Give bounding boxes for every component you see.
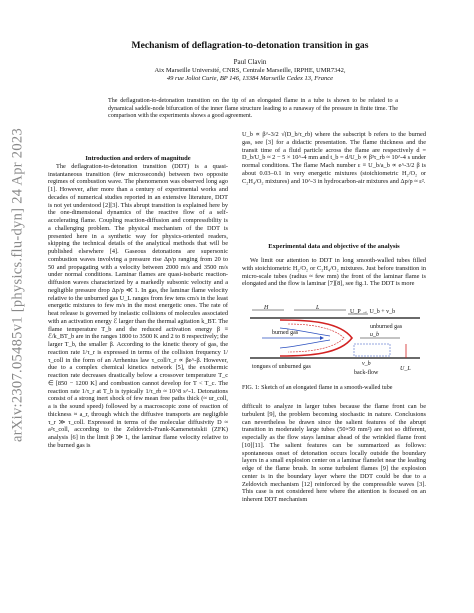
label-UL: U_L — [400, 366, 411, 372]
right-column-bottom — [242, 403, 426, 504]
label-vb: v_b — [362, 361, 371, 367]
label-tongues: tongues of unburned gas — [252, 364, 311, 370]
affiliation-line: Aix Marseille Université, CNRS, Centrale Marseille, IRPHE, UMR7342, — [154, 67, 346, 74]
affiliation — [40, 67, 460, 83]
label-unburned-gas-top: unburned gas — [370, 324, 403, 330]
body-paragraph: difficult to analyze in larger tubes because the flame front can be turbulent [9], the problem becoming stochastic in nature. Conclusions can nevertheless be drawn since the salient features of the abrupt transition in moderately large tubes (50×50 mm²) are not so different, especially as the flow stays laminar ahead of the wrinkled flame front [10][11]. The salient features can be summarized as follows: spontaneous onset of detonation occurs locally outside the boundary layers in a small explosion center on a laminar flamelet near the leading edge of the flame brush. In some turbulent flames [9] the explosion center is in the boundary layer where the DDT could be due to a Zeldovich mechanism [12] reinforced by the compressible waves [3]. This case is not considered here where the attention is focused on an inherent DDT mechanism — [242, 403, 426, 503]
label-burned-gas: burned gas — [272, 330, 299, 336]
left-column — [48, 155, 228, 450]
figure-elongated-flame — [250, 304, 420, 380]
label-L: L — [316, 305, 320, 311]
section-heading-introduction: Introduction and orders of magnitude — [85, 155, 191, 162]
label-H: H — [264, 305, 269, 311]
arrow-head — [320, 336, 324, 340]
abstract: The deflagration-to-detonation transition on the tip of an elongated flame in a tube is shown to be related to a dynamical saddle-node bifurcation of the inner flame structure leading to a runaway of the pressure in finite time. The comparison with the experiments shows a good agreement. — [108, 98, 398, 120]
body-paragraph: We limit our attention to DDT in long smooth-walled tubes filled with stoichiometric H₂/O₂ or C₂H₄/O₂ mixtures. Just before transition in micro-scale tubes (radius ≈ few mm) the front of the laminar flame is elongated and the flow is laminar [7][8], see fig.1. The DDT is more — [242, 257, 426, 288]
arxiv-stamp — [8, 120, 28, 450]
figure-caption: FIG. 1: Sketch of an elongated flame in a smooth-walled tube — [242, 385, 393, 391]
label-back-flow: back-flow — [354, 370, 379, 376]
back-flow-box — [354, 344, 390, 356]
paper-title: Mechanism of deflagration-to-detonation transition in gas — [131, 40, 369, 51]
section-heading-experimental: Experimental data and objective of the analysis — [268, 243, 400, 250]
body-paragraph: The deflagration-to-detonation transition (DDT) is a quasi-instantaneous transition (few microseconds) between two opposite regimes of combustion wave. The phenomenon was observed long ago [1]. However, after more than a century of experimental works and decades of numerical studies reported in an extensive literature, DDT is not yet understood [2][3]. This abrupt transition is explained here by the one-dimensional dynamics of the reactive flow of a self-accelerating flame. Coupling reaction-diffusion and compressibility is a challenging problem. The physical mechanism of the DDT is presented here in a synthetic way for physics-oriented readers, skipping the technical details of the analytical methods that will be published elsewhere [4]. Gaseous detonations are supersonic combustion waves involving a pressure rise Δp/p ranging from 20 to 50 and propagating with a velocity between 2000 m/s and 3500 m/s under normal conditions. Laminar flames are quasi-isobaric reaction-diffusion waves characterized by a markedly subsonic velocity and a negligible pressure drop Δp/p ≪ 1. In gas, the laminar flame velocity relative to the unburned gas U_L ranges from few tens cm/s in the least energetic mixtures to few m/s in the most energetic ones. The rate of heat release is governed by inelastic collisions of molecules associated with an activation energy ℰ larger than the thermal agitation k_BT. The flame temperature T_b and the reduced activation energy β ≡ ℰ/k_BT_b are in the ranges 1800 to 3500 K and 2 to 8 respectively; the larger T_b, the smaller β. According to the kinetic theory of gas, the reaction rate 1/τ_r is expressed in terms of the collision frequency 1/τ_coll in the form of an Arrhenius law τ_coll/τ_r ∝ βe^-β. However, due to a complex chemical kinetics network [5], the exothermic reaction rate decreases drastically below a crossover temperature T_c ∈ [850 − 1200 K] and combustion cannot develop for T < T_c. The reaction rate 1/τ_r at T_b is typically 1/τ_rb ≈ 10^8 s^-1. Detonations consist of a strong inert shock of few mean free paths thick (≈ ur_coll, a is the sound speed) followed by a macroscopic zone of reaction of thickness ≈ a_r, through which the diffusive transports are negligible τ_r ≫ τ_coll. Expressed in terms of the molecular diffusivity D ≈ a²τ_coll, according to the Zeldovich-Frank-Kamenetstskii (ZFK) analysis [6] in the limit β ≫ 1, the laminar flame velocity relative to the burned gas is — [48, 162, 228, 449]
flow-arrow — [280, 340, 330, 348]
label-Up: U_P → U_b + v_b — [350, 309, 396, 315]
body-paragraph: U_b ∝ β^-3/2 √(D_b/τ_rb) where the subscript b refers to the burned gas, see [3] for a didactic presentation. The flame thickness and the transit time of a fluid particle across the flame are respectively d = D_b/U_b ≈ 2 − 5 × 10^-4 mm and t_b = d/U_b ∝ β³τ_rb ≈ 10^-4 s under normal conditions. The flame Mach number ε ≡ U_b/a_b ∝ e^-3/2 β is about 0.03–0.1 in very energetic mixtures (stoichiometric H₂/O₂ or C₂H₄/O₂ mixtures) and 10^-3 in hydrocarbon-air mixtures and Δp/p ≈ ε². — [242, 131, 426, 185]
right-column-mid — [242, 257, 426, 288]
affiliation-line: 49 rue Joliot Curie, BP 146, 13384 Marseille Cedex 13, France — [166, 75, 334, 82]
arxiv-identifier: arXiv:2307.05485v1 [physics.flu-dyn] 24 Apr 2023 — [9, 127, 26, 443]
paper-author: Paul Clavin — [233, 58, 267, 66]
label-ub: u_b — [370, 332, 379, 338]
right-column-top — [242, 131, 426, 185]
